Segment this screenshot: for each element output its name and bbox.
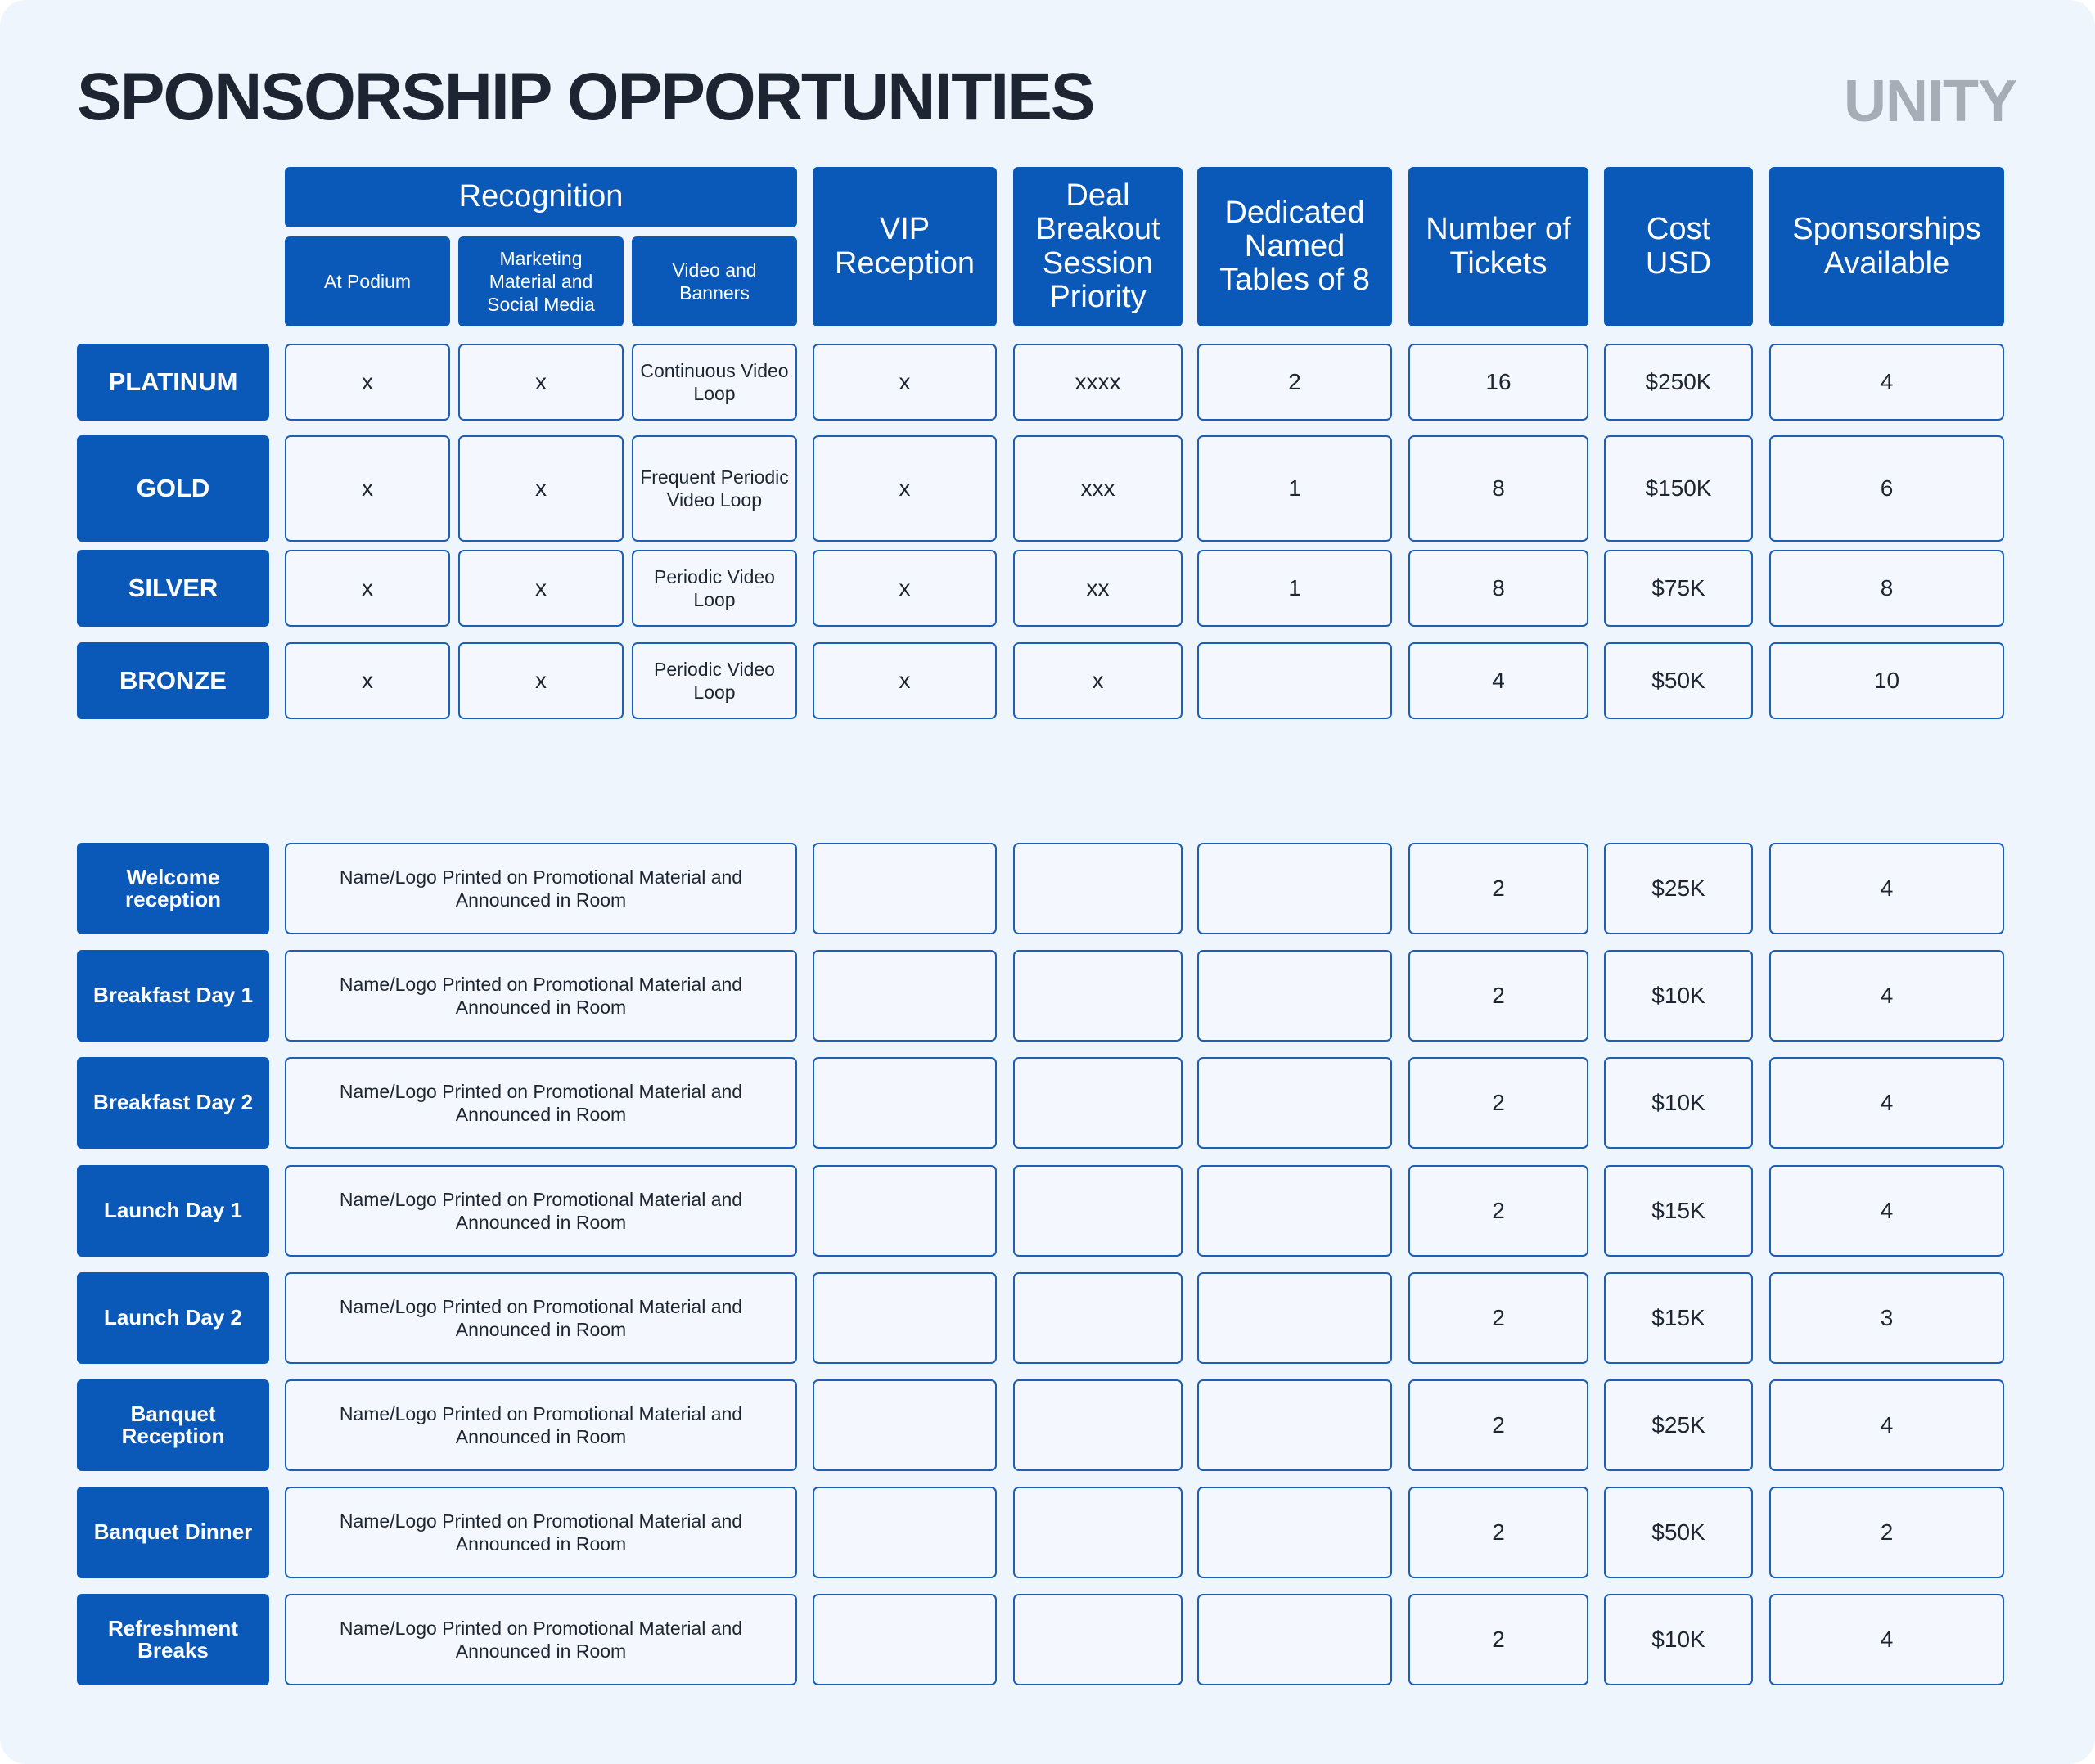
tier-cell-cost: $150K — [1604, 435, 1753, 542]
tier-cell-podium: x — [285, 642, 450, 719]
event-cell-vip — [813, 950, 997, 1042]
tier-cell-vip: x — [813, 642, 997, 719]
event-cell-available: 4 — [1769, 1379, 2004, 1471]
event-cell-available: 4 — [1769, 950, 2004, 1042]
event-cell-tables — [1197, 843, 1392, 934]
event-cell-tickets: 2 — [1408, 1272, 1588, 1364]
event-cell-vip — [813, 1272, 997, 1364]
event-cell-tickets: 2 — [1408, 1057, 1588, 1149]
event-cell-deal — [1013, 950, 1183, 1042]
event-recognition: Name/Logo Printed on Promotional Material and Announced in Room — [285, 1379, 797, 1471]
tier-cell-available: 10 — [1769, 642, 2004, 719]
event-cell-deal — [1013, 1272, 1183, 1364]
tier-cell-tables: 2 — [1197, 344, 1392, 421]
event-label: Launch Day 1 — [77, 1165, 269, 1257]
tier-cell-podium: x — [285, 435, 450, 542]
tier-cell-tickets: 8 — [1408, 435, 1588, 542]
tier-label: GOLD — [77, 435, 269, 542]
event-label: Breakfast Day 1 — [77, 950, 269, 1042]
event-recognition: Name/Logo Printed on Promotional Material and Announced in Room — [285, 950, 797, 1042]
event-label: Breakfast Day 2 — [77, 1057, 269, 1149]
event-cell-available: 3 — [1769, 1272, 2004, 1364]
header-deal-breakout: Deal Breakout Session Priority — [1013, 167, 1183, 326]
tier-cell-tables: 1 — [1197, 435, 1392, 542]
header-named-tables: Dedicated Named Tables of 8 — [1197, 167, 1392, 326]
event-cell-tickets: 2 — [1408, 1487, 1588, 1578]
tier-cell-video: Periodic Video Loop — [632, 550, 797, 627]
tier-cell-podium: x — [285, 344, 450, 421]
event-cell-tables — [1197, 1057, 1392, 1149]
tier-cell-cost: $250K — [1604, 344, 1753, 421]
event-cell-tickets: 2 — [1408, 1165, 1588, 1257]
event-cell-tables — [1197, 1272, 1392, 1364]
event-cell-cost: $10K — [1604, 1057, 1753, 1149]
tier-cell-vip: x — [813, 435, 997, 542]
tier-cell-deal: xx — [1013, 550, 1183, 627]
header-at-podium: At Podium — [285, 236, 450, 326]
event-cell-tickets: 2 — [1408, 1594, 1588, 1685]
event-cell-cost: $10K — [1604, 950, 1753, 1042]
tier-cell-video: Periodic Video Loop — [632, 642, 797, 719]
tier-cell-deal: xxx — [1013, 435, 1183, 542]
event-cell-vip — [813, 843, 997, 934]
page-title: SPONSORSHIP OPPORTUNITIES — [77, 60, 1094, 134]
tier-cell-available: 8 — [1769, 550, 2004, 627]
header-cost: Cost USD — [1604, 167, 1753, 326]
tier-cell-marketing: x — [458, 642, 624, 719]
tier-label: PLATINUM — [77, 344, 269, 421]
event-cell-available: 2 — [1769, 1487, 2004, 1578]
event-label: Launch Day 2 — [77, 1272, 269, 1364]
event-cell-tickets: 2 — [1408, 843, 1588, 934]
event-cell-cost: $25K — [1604, 843, 1753, 934]
event-cell-vip — [813, 1379, 997, 1471]
event-cell-available: 4 — [1769, 1057, 2004, 1149]
event-cell-deal — [1013, 843, 1183, 934]
header-tickets: Number of Tickets — [1408, 167, 1588, 326]
event-cell-tickets: 2 — [1408, 950, 1588, 1042]
event-cell-vip — [813, 1487, 997, 1578]
header-recognition: Recognition — [285, 167, 797, 227]
tier-label: BRONZE — [77, 642, 269, 719]
tier-cell-marketing: x — [458, 550, 624, 627]
event-cell-deal — [1013, 1594, 1183, 1685]
event-cell-tables — [1197, 1594, 1392, 1685]
event-recognition: Name/Logo Printed on Promotional Material and Announced in Room — [285, 1487, 797, 1578]
event-recognition: Name/Logo Printed on Promotional Material and Announced in Room — [285, 843, 797, 934]
tier-cell-cost: $50K — [1604, 642, 1753, 719]
event-cell-cost: $25K — [1604, 1379, 1753, 1471]
tier-cell-tickets: 8 — [1408, 550, 1588, 627]
event-recognition: Name/Logo Printed on Promotional Material and Announced in Room — [285, 1594, 797, 1685]
tier-cell-available: 4 — [1769, 344, 2004, 421]
header-vip-reception: VIP Reception — [813, 167, 997, 326]
event-recognition: Name/Logo Printed on Promotional Material and Announced in Room — [285, 1272, 797, 1364]
event-cell-cost: $10K — [1604, 1594, 1753, 1685]
tier-label: SILVER — [77, 550, 269, 627]
tier-cell-tables: 1 — [1197, 550, 1392, 627]
tier-cell-deal: x — [1013, 642, 1183, 719]
tier-cell-tickets: 16 — [1408, 344, 1588, 421]
event-cell-deal — [1013, 1487, 1183, 1578]
event-label: Banquet Reception — [77, 1379, 269, 1471]
event-label: Banquet Dinner — [77, 1487, 269, 1578]
tier-cell-deal: xxxx — [1013, 344, 1183, 421]
event-recognition: Name/Logo Printed on Promotional Material and Announced in Room — [285, 1165, 797, 1257]
event-label: Refreshment Breaks — [77, 1594, 269, 1685]
event-cell-available: 4 — [1769, 1594, 2004, 1685]
tier-cell-vip: x — [813, 550, 997, 627]
tier-cell-tickets: 4 — [1408, 642, 1588, 719]
event-cell-deal — [1013, 1379, 1183, 1471]
event-cell-cost: $15K — [1604, 1165, 1753, 1257]
tier-cell-tables — [1197, 642, 1392, 719]
event-cell-vip — [813, 1165, 997, 1257]
event-cell-vip — [813, 1594, 997, 1685]
tier-cell-video: Continuous Video Loop — [632, 344, 797, 421]
event-cell-deal — [1013, 1165, 1183, 1257]
header-available: Sponsorships Available — [1769, 167, 2004, 326]
event-recognition: Name/Logo Printed on Promotional Material and Announced in Room — [285, 1057, 797, 1149]
event-cell-tables — [1197, 950, 1392, 1042]
header-video-banners: Video and Banners — [632, 236, 797, 326]
tier-cell-video: Frequent Periodic Video Loop — [632, 435, 797, 542]
tier-cell-available: 6 — [1769, 435, 2004, 542]
event-cell-tables — [1197, 1487, 1392, 1578]
event-cell-cost: $50K — [1604, 1487, 1753, 1578]
tier-cell-cost: $75K — [1604, 550, 1753, 627]
tier-cell-marketing: x — [458, 344, 624, 421]
event-cell-tickets: 2 — [1408, 1379, 1588, 1471]
event-cell-tables — [1197, 1379, 1392, 1471]
tier-cell-marketing: x — [458, 435, 624, 542]
event-cell-vip — [813, 1057, 997, 1149]
event-cell-tables — [1197, 1165, 1392, 1257]
unity-logo: UNITY — [1844, 69, 2016, 134]
tier-cell-vip: x — [813, 344, 997, 421]
event-cell-available: 4 — [1769, 843, 2004, 934]
event-label: Welcome reception — [77, 843, 269, 934]
event-cell-available: 4 — [1769, 1165, 2004, 1257]
header-marketing: Marketing Material and Social Media — [458, 236, 624, 326]
event-cell-cost: $15K — [1604, 1272, 1753, 1364]
event-cell-deal — [1013, 1057, 1183, 1149]
tier-cell-podium: x — [285, 550, 450, 627]
